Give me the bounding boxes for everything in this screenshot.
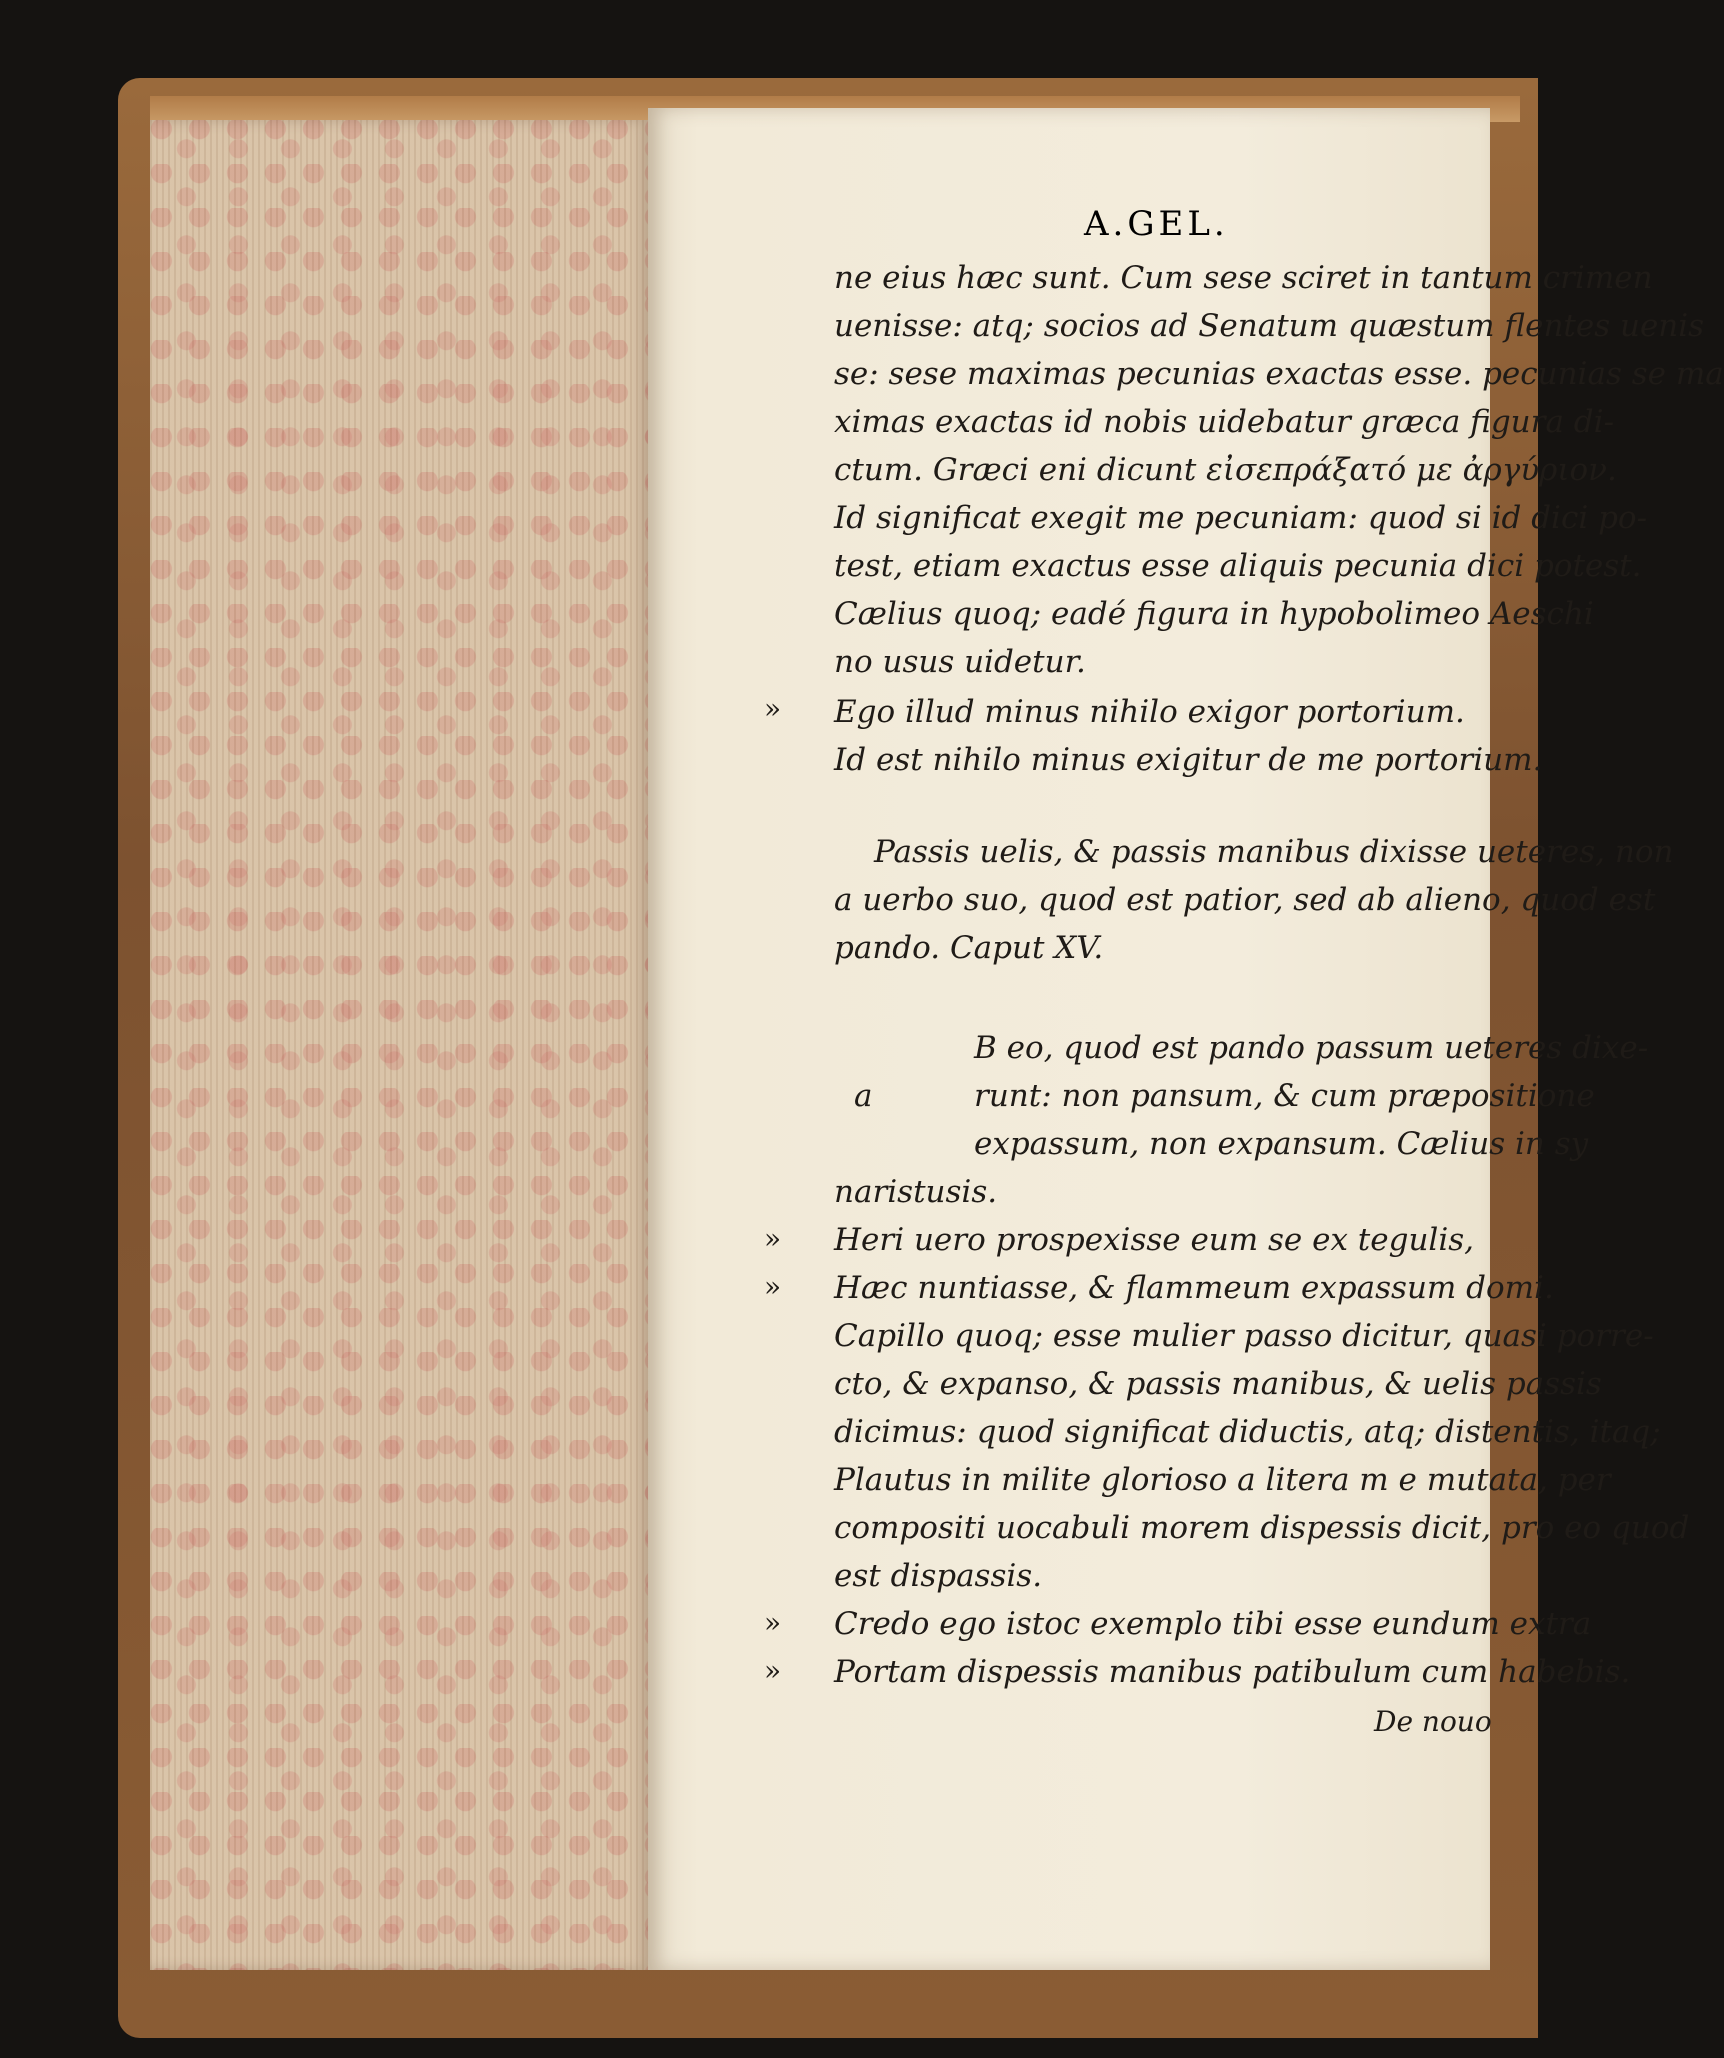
text-line: Id est nihilo minus exigitur de me portorium. bbox=[834, 742, 1543, 778]
speckled-page-edges bbox=[150, 120, 650, 1970]
book-page bbox=[648, 108, 1724, 1970]
verse-line: Credo ego istoc exemplo tibi esse eundum extra bbox=[834, 1606, 1592, 1642]
text-line: Id significat exegit me pecuniam: quod si id dici po- bbox=[834, 500, 1648, 536]
text-line: se: sese maximas pecunias exactas esse. pecunias se ma bbox=[834, 356, 1724, 392]
text-line: expassum, non expansum. Cælius in sy bbox=[974, 1126, 1589, 1162]
verse-line: Hæc nuntiasse, & flammeum expassum domi. bbox=[834, 1270, 1554, 1306]
text-line: compositi uocabuli morem dispessis dicit, pro eo quod bbox=[834, 1510, 1690, 1546]
text-line: est dispassis. bbox=[834, 1558, 1043, 1594]
text-line: runt: non pansum, & cum præpositione bbox=[974, 1078, 1595, 1114]
verse-line: Portam dispessis manibus patibulum cum habebis. bbox=[834, 1654, 1631, 1690]
quotation-mark: » bbox=[764, 1270, 782, 1303]
text-line: ximas exactas id nobis uidebatur græca figura di- bbox=[834, 404, 1615, 440]
chapter-heading-line: pando. Caput XV. bbox=[834, 930, 1104, 966]
text-line: naristusis. bbox=[834, 1174, 998, 1210]
text-line: cto, & expanso, & passis manibus, & uelis passis bbox=[834, 1366, 1602, 1402]
text-line: ne eius hæc sunt. Cum sese sciret in tantum crimen bbox=[834, 260, 1653, 296]
chapter-heading-line: a uerbo suo, quod est patior, sed ab alieno, quod est bbox=[834, 882, 1656, 918]
text-line: dicimus: quod significat diductis, atq; distentis, itaq; bbox=[834, 1414, 1661, 1450]
verse-line: Ego illud minus nihilo exigor portorium. bbox=[834, 694, 1465, 730]
text-line: B eo, quod est pando passum ueteres dixe- bbox=[974, 1030, 1649, 1066]
text-line: test, etiam exactus esse aliquis pecunia dici potest. bbox=[834, 548, 1642, 584]
catchword: De nouo bbox=[1374, 1705, 1492, 1738]
text-line: Capillo quoq; esse mulier passo dicitur, quasi porre- bbox=[834, 1318, 1654, 1354]
guide-letter: a bbox=[854, 1078, 873, 1114]
running-head: A.GEL. bbox=[1084, 204, 1229, 244]
text-line: Plautus in milite glorioso a litera m e mutata, per bbox=[834, 1462, 1611, 1498]
quotation-mark: » bbox=[764, 1606, 782, 1639]
text-line: uenisse: atq; socios ad Senatum quæstum flentes uenis bbox=[834, 308, 1705, 344]
text-line: ctum. Græci eni dicunt εἰσεπράξατό με ἀργύριον. bbox=[834, 452, 1617, 488]
quotation-mark: » bbox=[764, 692, 782, 725]
verse-line: Heri uero prospexisse eum se ex tegulis, bbox=[834, 1222, 1475, 1258]
chapter-heading-line: Passis uelis, & passis manibus dixisse ueteres, non bbox=[874, 834, 1674, 870]
quotation-mark: » bbox=[764, 1654, 782, 1687]
quotation-mark: » bbox=[764, 1222, 782, 1255]
text-line: Cælius quoq; eadé figura in hypobolimeo Aeschi bbox=[834, 596, 1594, 632]
text-line: no usus uidetur. bbox=[834, 644, 1086, 680]
